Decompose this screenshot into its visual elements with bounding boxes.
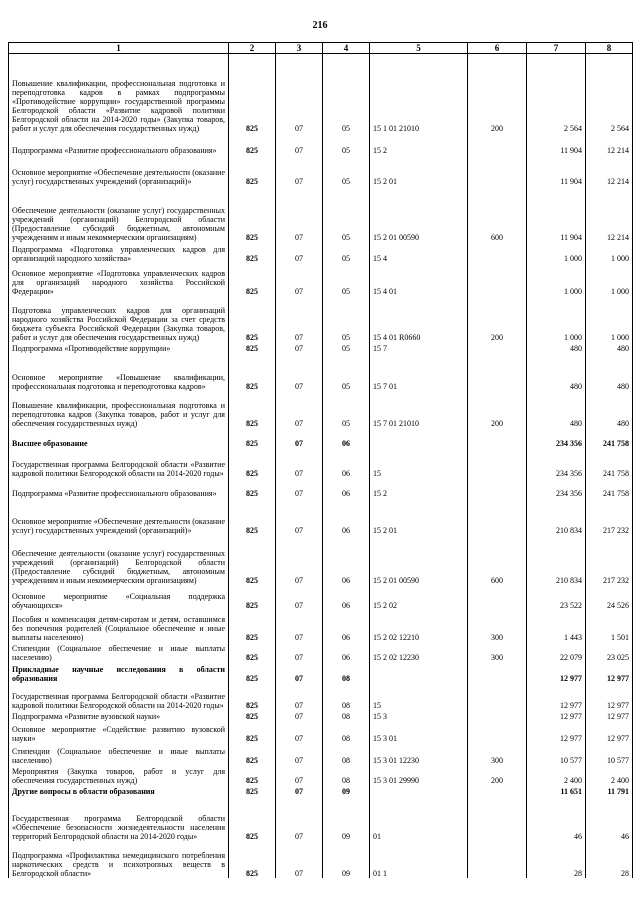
ministry-code: 825 xyxy=(229,391,276,428)
table-row xyxy=(9,743,633,765)
expense-type xyxy=(468,448,527,478)
subsection-code: 05 xyxy=(323,133,370,155)
subsection-code: 06 xyxy=(323,428,370,448)
amount-year-2: 12 977 xyxy=(586,683,633,710)
subsection-code: 06 xyxy=(323,535,370,585)
amount-year-1: 23 522 xyxy=(527,585,586,610)
subsection-code: 05 xyxy=(323,296,370,342)
section-code: 07 xyxy=(276,785,323,796)
subsection-code: 05 xyxy=(323,342,370,353)
amount-year-2: 241 758 xyxy=(586,448,633,478)
table-row xyxy=(9,535,633,585)
item-name: Подпрограмма «Подготовка управленческих кадров для организаций народного хозяйства» xyxy=(9,242,229,263)
section-code: 07 xyxy=(276,133,323,155)
target-article: 15 2 01 xyxy=(370,498,468,535)
expense-type: 600 xyxy=(468,186,527,242)
target-article: 15 2 01 00590 xyxy=(370,535,468,585)
subsection-code: 06 xyxy=(323,585,370,610)
table-row xyxy=(9,585,633,610)
column-number-row xyxy=(9,43,633,54)
amount-year-1: 210 834 xyxy=(527,535,586,585)
target-article: 15 7 01 xyxy=(370,353,468,391)
column-header: 2 xyxy=(229,43,276,54)
section-code: 07 xyxy=(276,721,323,743)
ministry-code: 825 xyxy=(229,353,276,391)
target-article: 15 2 02 12210 xyxy=(370,610,468,642)
item-name: Основное мероприятие «Подготовка управленческих кадров для организаций народного хозяйства Российской Федерации» xyxy=(9,263,229,296)
amount-year-1: 22 079 xyxy=(527,642,586,662)
ministry-code: 825 xyxy=(229,841,276,878)
page-number: 216 xyxy=(312,20,328,31)
expense-type xyxy=(468,155,527,186)
section-code: 07 xyxy=(276,642,323,662)
target-article xyxy=(370,785,468,796)
amount-year-1: 12 977 xyxy=(527,662,586,683)
expense-type: 200 xyxy=(468,54,527,133)
subsection-code: 09 xyxy=(323,796,370,841)
subsection-code: 05 xyxy=(323,353,370,391)
ministry-code: 825 xyxy=(229,342,276,353)
target-article: 15 3 01 12230 xyxy=(370,743,468,765)
item-name: Основное мероприятие «Социальная поддержка обучающихся» xyxy=(9,585,229,610)
item-name: Обеспечение деятельности (оказание услуг) государственных учреждений (организаций) Белгородской области (Предоставление субсидий бюджетным, автономным учреждениям и иным некоммерческим организациям) xyxy=(9,186,229,242)
item-name: Стипендии (Социальное обеспечение и иные выплаты населению) xyxy=(9,642,229,662)
amount-year-1: 1 000 xyxy=(527,296,586,342)
column-header: 3 xyxy=(276,43,323,54)
ministry-code: 825 xyxy=(229,498,276,535)
section-code: 07 xyxy=(276,765,323,785)
table-row xyxy=(9,683,633,710)
subsection-code: 09 xyxy=(323,841,370,878)
subsection-code: 06 xyxy=(323,448,370,478)
section-code: 07 xyxy=(276,353,323,391)
section-code: 07 xyxy=(276,54,323,133)
ministry-code: 825 xyxy=(229,585,276,610)
expense-type xyxy=(468,478,527,498)
amount-year-1: 10 577 xyxy=(527,743,586,765)
item-name: Подпрограмма «Развитие профессионального образования» xyxy=(9,478,229,498)
amount-year-1: 210 834 xyxy=(527,498,586,535)
ministry-code: 825 xyxy=(229,785,276,796)
item-name: Повышение квалификации, профессиональная подготовка и переподготовка кадров в рамках подпрограммы «Противодействие коррупции» государственной программы Белгородской области «Развитие кадровой политики Белгородской области на 2014-2020 годы» (Закупка товаров, работ и услуг для обеспечения государственных нужд) xyxy=(9,54,229,133)
target-article: 15 xyxy=(370,683,468,710)
section-code: 07 xyxy=(276,841,323,878)
amount-year-2: 1 000 xyxy=(586,242,633,263)
target-article: 15 7 01 21010 xyxy=(370,391,468,428)
amount-year-1: 1 000 xyxy=(527,263,586,296)
ministry-code: 825 xyxy=(229,242,276,263)
target-article xyxy=(370,428,468,448)
target-article: 15 2 02 12230 xyxy=(370,642,468,662)
section-code: 07 xyxy=(276,796,323,841)
amount-year-1: 12 977 xyxy=(527,710,586,721)
item-name: Другие вопросы в области образования xyxy=(9,785,229,796)
amount-year-2: 1 501 xyxy=(586,610,633,642)
subsection-code: 08 xyxy=(323,721,370,743)
subsection-code: 05 xyxy=(323,391,370,428)
ministry-code: 825 xyxy=(229,610,276,642)
section-code: 07 xyxy=(276,683,323,710)
section-code: 07 xyxy=(276,498,323,535)
amount-year-2: 23 025 xyxy=(586,642,633,662)
table-row xyxy=(9,54,633,133)
item-name: Стипендии (Социальное обеспечение и иные выплаты населению) xyxy=(9,743,229,765)
table-row xyxy=(9,610,633,642)
ministry-code: 825 xyxy=(229,721,276,743)
amount-year-2: 1 000 xyxy=(586,296,633,342)
amount-year-1: 234 356 xyxy=(527,478,586,498)
item-name: Подпрограмма «Развитие вузовской науки» xyxy=(9,710,229,721)
expense-type xyxy=(468,785,527,796)
table-row xyxy=(9,796,633,841)
expense-type xyxy=(468,242,527,263)
amount-year-2: 1 000 xyxy=(586,263,633,296)
amount-year-2: 480 xyxy=(586,342,633,353)
expense-type xyxy=(468,353,527,391)
target-article: 01 xyxy=(370,796,468,841)
amount-year-1: 11 651 xyxy=(527,785,586,796)
target-article: 15 3 xyxy=(370,710,468,721)
target-article: 15 2 xyxy=(370,133,468,155)
subsection-code: 06 xyxy=(323,478,370,498)
item-name: Подпрограмма «Противодействие коррупции» xyxy=(9,342,229,353)
expense-type: 300 xyxy=(468,642,527,662)
expense-type xyxy=(468,721,527,743)
table-row xyxy=(9,841,633,878)
table-row xyxy=(9,642,633,662)
table-row xyxy=(9,721,633,743)
item-name: Основное мероприятие «Повышение квалификации, профессиональная подготовка и переподготовка кадров» xyxy=(9,353,229,391)
subsection-code: 08 xyxy=(323,683,370,710)
subsection-code: 08 xyxy=(323,765,370,785)
amount-year-2: 241 758 xyxy=(586,428,633,448)
section-code: 07 xyxy=(276,155,323,186)
section-code: 07 xyxy=(276,535,323,585)
item-name: Подпрограмма «Развитие профессионального образования» xyxy=(9,133,229,155)
subsection-code: 06 xyxy=(323,642,370,662)
amount-year-1: 28 xyxy=(527,841,586,878)
expense-type xyxy=(468,683,527,710)
column-header: 8 xyxy=(586,43,633,54)
table-row xyxy=(9,353,633,391)
subsection-code: 05 xyxy=(323,263,370,296)
amount-year-2: 10 577 xyxy=(586,743,633,765)
section-code: 07 xyxy=(276,710,323,721)
ministry-code: 825 xyxy=(229,263,276,296)
section-code: 07 xyxy=(276,448,323,478)
target-article: 15 2 02 xyxy=(370,585,468,610)
ministry-code: 825 xyxy=(229,54,276,133)
amount-year-2: 24 526 xyxy=(586,585,633,610)
amount-year-2: 217 232 xyxy=(586,535,633,585)
subsection-code: 06 xyxy=(323,498,370,535)
table-row xyxy=(9,186,633,242)
ministry-code: 825 xyxy=(229,155,276,186)
expense-type: 300 xyxy=(468,610,527,642)
expense-type xyxy=(468,710,527,721)
amount-year-2: 12 214 xyxy=(586,133,633,155)
amount-year-1: 234 356 xyxy=(527,428,586,448)
expense-type xyxy=(468,342,527,353)
item-name: Основное мероприятие «Обеспечение деятельности (оказание услуг) государственных учреждений (организаций)» xyxy=(9,498,229,535)
expense-type xyxy=(468,133,527,155)
item-name: Государственная программа Белгородской области «Развитие кадровой политики Белгородской области на 2014-2020 годы» xyxy=(9,683,229,710)
subsection-code: 06 xyxy=(323,610,370,642)
amount-year-1: 12 977 xyxy=(527,683,586,710)
ministry-code: 825 xyxy=(229,186,276,242)
amount-year-2: 46 xyxy=(586,796,633,841)
amount-year-1: 11 904 xyxy=(527,155,586,186)
amount-year-1: 1 000 xyxy=(527,242,586,263)
expense-type xyxy=(468,263,527,296)
amount-year-2: 12 977 xyxy=(586,662,633,683)
column-header: 1 xyxy=(9,43,229,54)
amount-year-1: 11 904 xyxy=(527,133,586,155)
amount-year-2: 217 232 xyxy=(586,498,633,535)
column-header: 6 xyxy=(468,43,527,54)
amount-year-2: 480 xyxy=(586,391,633,428)
section-code: 07 xyxy=(276,263,323,296)
table-row xyxy=(9,133,633,155)
ministry-code: 825 xyxy=(229,428,276,448)
expense-type xyxy=(468,428,527,448)
ministry-code: 825 xyxy=(229,478,276,498)
amount-year-1: 11 904 xyxy=(527,186,586,242)
target-article: 15 3 01 xyxy=(370,721,468,743)
table-row xyxy=(9,785,633,796)
target-article: 15 4 xyxy=(370,242,468,263)
expense-type: 200 xyxy=(468,765,527,785)
subsection-code: 05 xyxy=(323,155,370,186)
table-row xyxy=(9,428,633,448)
ministry-code: 825 xyxy=(229,710,276,721)
expense-type: 200 xyxy=(468,296,527,342)
amount-year-2: 12 977 xyxy=(586,710,633,721)
item-name: Основное мероприятие «Содействие развитию вузовской науки» xyxy=(9,721,229,743)
amount-year-2: 12 214 xyxy=(586,186,633,242)
column-header: 5 xyxy=(370,43,468,54)
item-name: Обеспечение деятельности (оказание услуг) государственных учреждений (организаций) Белгородской области (Предоставление субсидий бюджетным, автономным учреждениям и иным некоммерческим организациям) xyxy=(9,535,229,585)
target-article: 15 2 01 00590 xyxy=(370,186,468,242)
item-name: Высшее образование xyxy=(9,428,229,448)
target-article: 15 3 01 29990 xyxy=(370,765,468,785)
table-row xyxy=(9,710,633,721)
amount-year-1: 2 400 xyxy=(527,765,586,785)
expense-type xyxy=(468,585,527,610)
ministry-code: 825 xyxy=(229,743,276,765)
target-article: 15 2 xyxy=(370,478,468,498)
subsection-code: 05 xyxy=(323,186,370,242)
table-row xyxy=(9,765,633,785)
item-name: Прикладные научные исследования в области образования xyxy=(9,662,229,683)
expense-type: 300 xyxy=(468,743,527,765)
ministry-code: 825 xyxy=(229,133,276,155)
item-name: Основное мероприятие «Обеспечение деятельности (оказание услуг) государственных учреждений (организаций)» xyxy=(9,155,229,186)
table-row xyxy=(9,498,633,535)
table-row xyxy=(9,448,633,478)
ministry-code: 825 xyxy=(229,796,276,841)
amount-year-1: 480 xyxy=(527,353,586,391)
section-code: 07 xyxy=(276,242,323,263)
subsection-code: 08 xyxy=(323,710,370,721)
item-name: Подпрограмма «Профилактика немедицинского потребления наркотических средств и психотропных веществ в Белгородской области» xyxy=(9,841,229,878)
table-row xyxy=(9,478,633,498)
section-code: 07 xyxy=(276,585,323,610)
target-article: 15 1 01 21010 xyxy=(370,54,468,133)
item-name: Государственная программа Белгородской области «Развитие кадровой политики Белгородской области на 2014-2020 годы» xyxy=(9,448,229,478)
section-code: 07 xyxy=(276,342,323,353)
amount-year-1: 234 356 xyxy=(527,448,586,478)
amount-year-2: 480 xyxy=(586,353,633,391)
expense-type xyxy=(468,841,527,878)
amount-year-2: 12 214 xyxy=(586,155,633,186)
item-name: Пособия и компенсация детям-сиротам и детям, оставшимся без попечения родителей (Социальное обеспечение и иные выплаты населению) xyxy=(9,610,229,642)
section-code: 07 xyxy=(276,610,323,642)
amount-year-1: 12 977 xyxy=(527,721,586,743)
table-row xyxy=(9,391,633,428)
ministry-code: 825 xyxy=(229,683,276,710)
section-code: 07 xyxy=(276,428,323,448)
section-code: 07 xyxy=(276,186,323,242)
item-name: Подготовка управленческих кадров для организаций народного хозяйства Российской Федерации за счет средств бюджета субъекта Российской Федерации (Закупка товаров, работ и услуг для обеспечения государственных нужд) xyxy=(9,296,229,342)
amount-year-2: 241 758 xyxy=(586,478,633,498)
table-row xyxy=(9,342,633,353)
expense-type xyxy=(468,796,527,841)
subsection-code: 08 xyxy=(323,662,370,683)
amount-year-1: 46 xyxy=(527,796,586,841)
target-article: 15 4 01 xyxy=(370,263,468,296)
item-name: Мероприятия (Закупка товаров, работ и услуг для обеспечения государственных нужд) xyxy=(9,765,229,785)
amount-year-2: 2 400 xyxy=(586,765,633,785)
expense-type xyxy=(468,498,527,535)
expense-type xyxy=(468,662,527,683)
ministry-code: 825 xyxy=(229,662,276,683)
table-row xyxy=(9,263,633,296)
subsection-code: 09 xyxy=(323,785,370,796)
amount-year-2: 12 977 xyxy=(586,721,633,743)
target-article: 01 1 xyxy=(370,841,468,878)
table-row xyxy=(9,662,633,683)
section-code: 07 xyxy=(276,478,323,498)
column-header: 4 xyxy=(323,43,370,54)
column-header: 7 xyxy=(527,43,586,54)
ministry-code: 825 xyxy=(229,296,276,342)
amount-year-1: 480 xyxy=(527,391,586,428)
section-code: 07 xyxy=(276,296,323,342)
ministry-code: 825 xyxy=(229,642,276,662)
target-article: 15 4 01 R0660 xyxy=(370,296,468,342)
item-name: Повышение квалификации, профессиональная подготовка и переподготовка кадров (Закупка товаров, работ и услуг для обеспечения государственных нужд) xyxy=(9,391,229,428)
ministry-code: 825 xyxy=(229,448,276,478)
expense-type: 600 xyxy=(468,535,527,585)
expense-type: 200 xyxy=(468,391,527,428)
ministry-code: 825 xyxy=(229,765,276,785)
subsection-code: 05 xyxy=(323,242,370,263)
budget-table xyxy=(8,42,633,878)
table-row xyxy=(9,242,633,263)
table-row xyxy=(9,296,633,342)
section-code: 07 xyxy=(276,662,323,683)
target-article: 15 xyxy=(370,448,468,478)
amount-year-2: 11 791 xyxy=(586,785,633,796)
section-code: 07 xyxy=(276,743,323,765)
amount-year-1: 1 443 xyxy=(527,610,586,642)
ministry-code: 825 xyxy=(229,535,276,585)
amount-year-2: 28 xyxy=(586,841,633,878)
subsection-code: 05 xyxy=(323,54,370,133)
amount-year-2: 2 564 xyxy=(586,54,633,133)
target-article: 15 2 01 xyxy=(370,155,468,186)
section-code: 07 xyxy=(276,391,323,428)
amount-year-1: 480 xyxy=(527,342,586,353)
target-article xyxy=(370,662,468,683)
item-name: Государственная программа Белгородской области «Обеспечение безопасности жизнедеятельности населения территорий Белгородской области на 2014-2020 годы» xyxy=(9,796,229,841)
table-row xyxy=(9,155,633,186)
amount-year-1: 2 564 xyxy=(527,54,586,133)
target-article: 15 7 xyxy=(370,342,468,353)
subsection-code: 08 xyxy=(323,743,370,765)
